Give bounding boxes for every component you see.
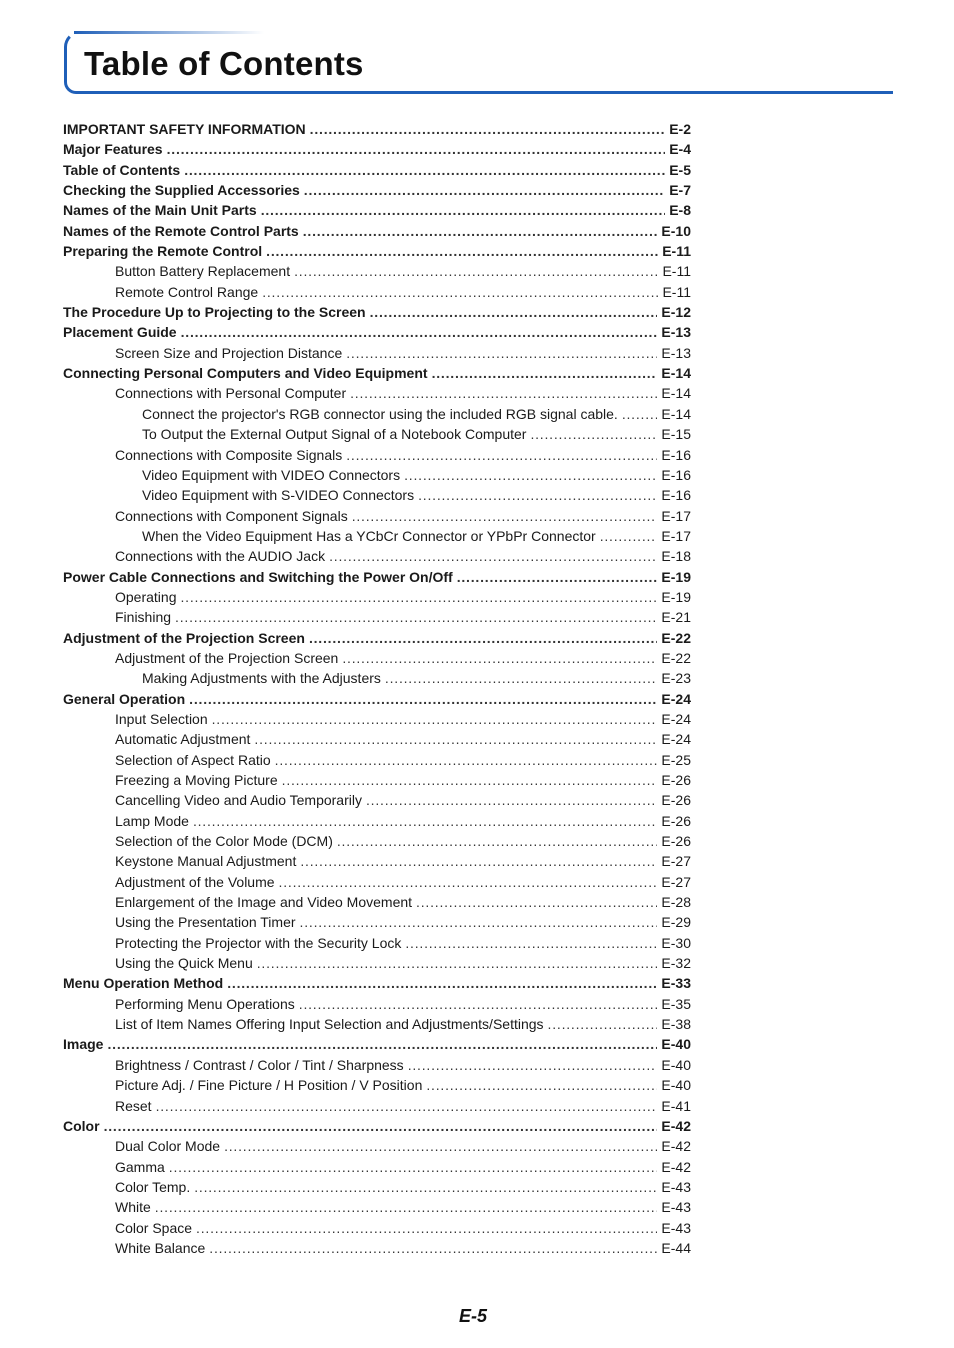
toc-entry[interactable] — [63, 729, 691, 749]
toc-entry-page: E-32 — [661, 955, 691, 972]
toc-entry-title: Button Battery Replacement — [115, 263, 291, 280]
page-title: Table of Contents — [84, 45, 364, 82]
toc-entry-title: Adjustment of the Projection Screen — [63, 629, 305, 646]
toc-entry-page: E-40 — [661, 1077, 691, 1094]
toc-entry-title: Keystone Manual Adjustment — [115, 853, 297, 870]
toc-entry[interactable] — [63, 343, 691, 363]
toc-entry-page: E-30 — [661, 934, 691, 951]
toc-entry-page: E-17 — [661, 527, 691, 544]
toc-entry[interactable] — [63, 790, 691, 810]
toc-entry[interactable] — [63, 892, 691, 912]
toc-entry-title: The Procedure Up to Projecting to the Screen — [63, 304, 366, 321]
toc-entry-title: When the Video Equipment Has a YCbCr Connector or YPbPr Connector — [142, 527, 596, 544]
toc-entry-page: E-44 — [661, 1239, 691, 1256]
toc-entry-title: Selection of Aspect Ratio — [115, 751, 271, 768]
dot-leader — [209, 1238, 657, 1258]
dot-leader — [329, 546, 657, 566]
dot-leader — [155, 1197, 658, 1217]
toc-list — [63, 119, 691, 1258]
dot-leader — [189, 689, 657, 709]
toc-entry[interactable] — [63, 180, 691, 200]
toc-entry-title: Adjustment of the Projection Screen — [115, 649, 339, 666]
toc-entry[interactable] — [63, 221, 691, 241]
toc-entry-title: Connecting Personal Computers and Video Equipment — [63, 365, 428, 382]
toc-entry-page: E-42 — [661, 1138, 691, 1155]
toc-entry-page: E-18 — [661, 548, 691, 565]
toc-entry[interactable] — [63, 1075, 691, 1095]
dot-leader — [346, 445, 657, 465]
dot-leader — [300, 912, 658, 932]
toc-entry[interactable] — [63, 261, 691, 281]
toc-entry-page: E-15 — [661, 426, 691, 443]
toc-entry-title: Menu Operation Method — [63, 975, 224, 992]
toc-entry-title: Input Selection — [115, 710, 208, 727]
toc-entry-page: E-19 — [661, 568, 691, 585]
dot-leader — [342, 648, 657, 668]
toc-entry-page: E-11 — [662, 263, 691, 280]
dot-leader — [622, 404, 658, 424]
toc-entry[interactable] — [63, 1136, 691, 1156]
toc-entry-page: E-2 — [669, 121, 691, 137]
dot-leader — [309, 628, 657, 648]
dot-leader — [548, 1014, 658, 1034]
dot-leader — [279, 872, 658, 892]
toc-entry[interactable] — [63, 363, 691, 383]
toc-entry[interactable] — [63, 668, 691, 688]
dot-leader — [261, 200, 666, 220]
toc-entry-page: E-38 — [661, 1016, 691, 1033]
dot-leader — [282, 770, 658, 790]
toc-entry-title: Gamma — [115, 1158, 165, 1175]
dot-leader — [294, 261, 658, 281]
toc-entry-page: E-14 — [661, 365, 691, 382]
dot-leader — [600, 526, 658, 546]
toc-entry-title: Remote Control Range — [115, 283, 259, 300]
toc-entry-title: Color — [63, 1117, 100, 1134]
toc-entry-page: E-11 — [662, 243, 691, 260]
toc-entry-title: White Balance — [115, 1239, 206, 1256]
dot-leader — [194, 1177, 657, 1197]
toc-entry-title: Major Features — [63, 141, 163, 158]
toc-entry[interactable] — [63, 526, 691, 546]
toc-entry-title: Image — [63, 1036, 104, 1053]
toc-entry-page: E-10 — [661, 222, 691, 239]
toc-entry-title: Selection of the Color Mode (DCM) — [115, 833, 333, 850]
toc-entry-title: Connections with Personal Computer — [115, 385, 347, 402]
toc-entry-page: E-24 — [661, 710, 691, 727]
dot-leader — [346, 343, 657, 363]
toc-entry[interactable] — [63, 485, 691, 505]
dot-leader — [304, 180, 665, 200]
dot-leader — [303, 221, 658, 241]
toc-entry[interactable] — [63, 648, 691, 668]
dot-leader — [167, 139, 666, 159]
toc-entry[interactable] — [63, 628, 691, 648]
toc-entry-page: E-43 — [661, 1199, 691, 1216]
toc-entry[interactable] — [63, 1157, 691, 1177]
toc-entry-title: Freezing a Moving Picture — [115, 772, 278, 788]
toc-entry[interactable] — [63, 506, 691, 526]
toc-entry-title: Protecting the Projector with the Security Lock — [115, 934, 402, 951]
toc-entry-page: E-8 — [669, 202, 691, 219]
dot-leader — [416, 892, 657, 912]
toc-entry-title: Connections with Component Signals — [115, 507, 348, 524]
toc-entry-title: Adjustment of the Volume — [115, 873, 275, 890]
dot-leader — [366, 790, 657, 810]
toc-entry[interactable] — [63, 831, 691, 851]
toc-entry-title: Reset — [115, 1097, 152, 1114]
toc-entry-page: E-24 — [661, 690, 691, 707]
toc-entry-page: E-43 — [661, 1219, 691, 1236]
toc-entry[interactable] — [63, 119, 691, 139]
toc-entry-title: Checking the Supplied Accessories — [63, 182, 300, 199]
dot-leader — [262, 282, 658, 302]
toc-entry-title: Cancelling Video and Audio Temporarily — [115, 792, 362, 809]
toc-entry[interactable] — [63, 302, 691, 322]
toc-entry[interactable] — [63, 1218, 691, 1238]
dot-leader — [530, 424, 657, 444]
toc-entry-page: E-12 — [661, 304, 691, 321]
dot-leader — [212, 709, 658, 729]
toc-entry-page: E-16 — [661, 466, 691, 483]
dot-leader — [184, 160, 665, 180]
toc-entry[interactable] — [63, 241, 691, 261]
dot-leader — [405, 933, 657, 953]
dot-leader — [224, 1136, 657, 1156]
dot-leader — [104, 1116, 658, 1136]
toc-entry[interactable] — [63, 587, 691, 607]
dot-leader — [193, 811, 657, 831]
toc-entry-page: E-28 — [661, 894, 691, 911]
toc-entry[interactable] — [63, 383, 691, 403]
toc-entry-title: Automatic Adjustment — [115, 731, 251, 748]
toc-entry-title: Dual Color Mode — [115, 1138, 221, 1155]
toc-entry-page: E-26 — [661, 812, 691, 829]
toc-entry[interactable] — [63, 200, 691, 220]
toc-entry[interactable] — [63, 139, 691, 159]
toc-entry-page: E-43 — [661, 1178, 691, 1195]
toc-entry-title: Finishing — [115, 609, 172, 626]
toc-entry-page: E-26 — [661, 833, 691, 850]
dot-leader — [181, 322, 658, 342]
toc-entry-title: Names of the Remote Control Parts — [63, 222, 299, 239]
dot-leader — [418, 485, 657, 505]
toc-entry-title: Lamp Mode — [115, 812, 189, 829]
toc-entry-title: IMPORTANT SAFETY INFORMATION — [63, 121, 306, 137]
toc-entry-page: E-14 — [661, 405, 691, 422]
dot-leader — [426, 1075, 657, 1095]
toc-entry-page: E-42 — [661, 1158, 691, 1175]
toc-entry[interactable] — [63, 1116, 691, 1136]
toc-entry-page: E-21 — [661, 609, 691, 626]
toc-entry-title: Enlargement of the Image and Video Movement — [115, 894, 413, 911]
toc-entry-title: Performing Menu Operations — [115, 995, 295, 1012]
toc-entry-page: E-22 — [661, 649, 691, 666]
toc-entry[interactable] — [63, 851, 691, 871]
toc-entry-page: E-42 — [661, 1117, 691, 1134]
dot-leader — [404, 465, 657, 485]
toc-entry-page: E-16 — [661, 487, 691, 504]
dot-leader — [457, 567, 658, 587]
toc-entry-title: General Operation — [63, 690, 186, 707]
toc-entry-page: E-24 — [661, 731, 691, 748]
toc-entry-page: E-40 — [661, 1056, 691, 1073]
toc-entry-title: Preparing the Remote Control — [63, 243, 263, 260]
toc-entry[interactable] — [63, 1055, 691, 1075]
dot-leader — [385, 668, 658, 688]
toc-entry[interactable] — [63, 953, 691, 973]
toc-entry-page: E-26 — [661, 792, 691, 809]
toc-entry-page: E-13 — [661, 344, 691, 361]
toc-entry-title: Names of the Main Unit Parts — [63, 202, 257, 219]
dot-leader — [337, 831, 658, 851]
toc-entry-page: E-19 — [661, 588, 691, 605]
toc-entry[interactable] — [63, 546, 691, 566]
toc-entry-page: E-27 — [661, 853, 691, 870]
toc-entry[interactable] — [63, 709, 691, 729]
toc-entry-title: Picture Adj. / Fine Picture / H Position / V Position — [115, 1077, 423, 1094]
toc-entry-page: E-41 — [661, 1097, 691, 1114]
dot-leader — [175, 607, 657, 627]
dot-leader — [107, 1034, 657, 1054]
toc-entry-page: E-25 — [661, 751, 691, 768]
toc-entry-title: Placement Guide — [63, 324, 177, 341]
dot-leader — [180, 587, 657, 607]
toc-entry[interactable] — [63, 322, 691, 342]
toc-entry-title: Video Equipment with VIDEO Connectors — [142, 466, 401, 483]
toc-entry[interactable] — [63, 160, 691, 180]
toc-entry-page: E-7 — [669, 182, 691, 199]
toc-entry[interactable] — [63, 872, 691, 892]
toc-entry-page: E-29 — [661, 914, 691, 931]
toc-entry-page: E-23 — [661, 670, 691, 687]
page-number: E-5 — [459, 1306, 488, 1326]
toc-entry[interactable] — [63, 1238, 691, 1258]
toc-entry-title: Using the Quick Menu — [115, 955, 253, 972]
toc-entry-page: E-22 — [661, 629, 691, 646]
toc-entry-title: Color Temp. — [115, 1178, 191, 1195]
toc-entry-page: E-4 — [669, 141, 691, 158]
toc-entry-page: E-35 — [661, 995, 691, 1012]
toc-entry[interactable] — [63, 811, 691, 831]
toc-entry-title: Power Cable Connections and Switching the Power On/Off — [63, 568, 453, 585]
toc-entry-page: E-5 — [669, 161, 691, 178]
toc-entry-page: E-13 — [661, 324, 691, 341]
toc-entry[interactable] — [63, 770, 691, 790]
toc-entry[interactable] — [63, 1034, 691, 1054]
toc-entry-title: Operating — [115, 588, 177, 605]
toc-entry[interactable] — [63, 282, 691, 302]
toc-entry-title: Connections with Composite Signals — [115, 446, 343, 463]
toc-entry[interactable] — [63, 1014, 691, 1034]
dot-leader — [257, 953, 658, 973]
toc-entry-title: Brightness / Contrast / Color / Tint / Sharpness — [115, 1056, 404, 1073]
toc-entry[interactable] — [63, 465, 691, 485]
toc-entry-page: E-16 — [661, 446, 691, 463]
toc-entry-page: E-14 — [661, 385, 691, 402]
dot-leader — [432, 363, 658, 383]
toc-entry-title: Using the Presentation Timer — [115, 914, 296, 931]
toc-entry[interactable] — [63, 1177, 691, 1197]
dot-leader — [299, 994, 658, 1014]
toc-entry-title: White — [115, 1199, 151, 1216]
toc-entry[interactable] — [63, 933, 691, 953]
toc-entry-title: Color Space — [115, 1219, 193, 1236]
toc-entry-title: To Output the External Output Signal of a Notebook Computer — [142, 426, 527, 443]
toc-entry[interactable] — [63, 912, 691, 932]
toc-entry-title: Connections with the AUDIO Jack — [115, 548, 326, 565]
toc-entry-title: Making Adjustments with the Adjusters — [142, 670, 381, 687]
toc-entry-title: Table of Contents — [63, 161, 181, 178]
dot-leader — [254, 729, 657, 749]
toc-entry-page: E-27 — [661, 873, 691, 890]
toc-entry-title: Connect the projector's RGB connector using the included RGB signal cable. — [142, 405, 618, 422]
dot-leader — [169, 1157, 658, 1177]
toc-entry[interactable] — [63, 1096, 691, 1116]
dot-leader — [227, 973, 657, 993]
toc-entry[interactable] — [63, 689, 691, 709]
toc-entry[interactable] — [63, 567, 691, 587]
toc-entry-page: E-33 — [661, 975, 691, 992]
dot-leader — [156, 1096, 658, 1116]
toc-entry[interactable] — [63, 404, 691, 424]
toc-entry-page: E-11 — [662, 283, 691, 300]
dot-leader — [350, 383, 657, 403]
title-frame-accent — [74, 31, 264, 34]
dot-leader — [310, 119, 666, 139]
toc-entry[interactable] — [63, 973, 691, 993]
toc-entry[interactable] — [63, 1197, 691, 1217]
toc-entry[interactable] — [63, 994, 691, 1014]
toc-entry[interactable] — [63, 750, 691, 770]
toc-entry-page: E-17 — [661, 507, 691, 524]
dot-leader — [196, 1218, 657, 1238]
dot-leader — [300, 851, 657, 871]
toc-entry-page: E-26 — [661, 772, 691, 788]
dot-leader — [266, 241, 658, 261]
dot-leader — [370, 302, 658, 322]
toc-entry-title: Screen Size and Projection Distance — [115, 344, 343, 361]
dot-leader — [275, 750, 658, 770]
toc-entry-title: Video Equipment with S-VIDEO Connectors — [142, 487, 415, 504]
toc-entry[interactable] — [63, 424, 691, 444]
toc-entry-title: List of Item Names Offering Input Selection and Adjustments/Settings — [115, 1016, 544, 1033]
dot-leader — [408, 1055, 658, 1075]
toc-entry-page: E-40 — [661, 1036, 691, 1053]
toc-entry[interactable] — [63, 445, 691, 465]
toc-entry[interactable] — [63, 607, 691, 627]
dot-leader — [352, 506, 658, 526]
